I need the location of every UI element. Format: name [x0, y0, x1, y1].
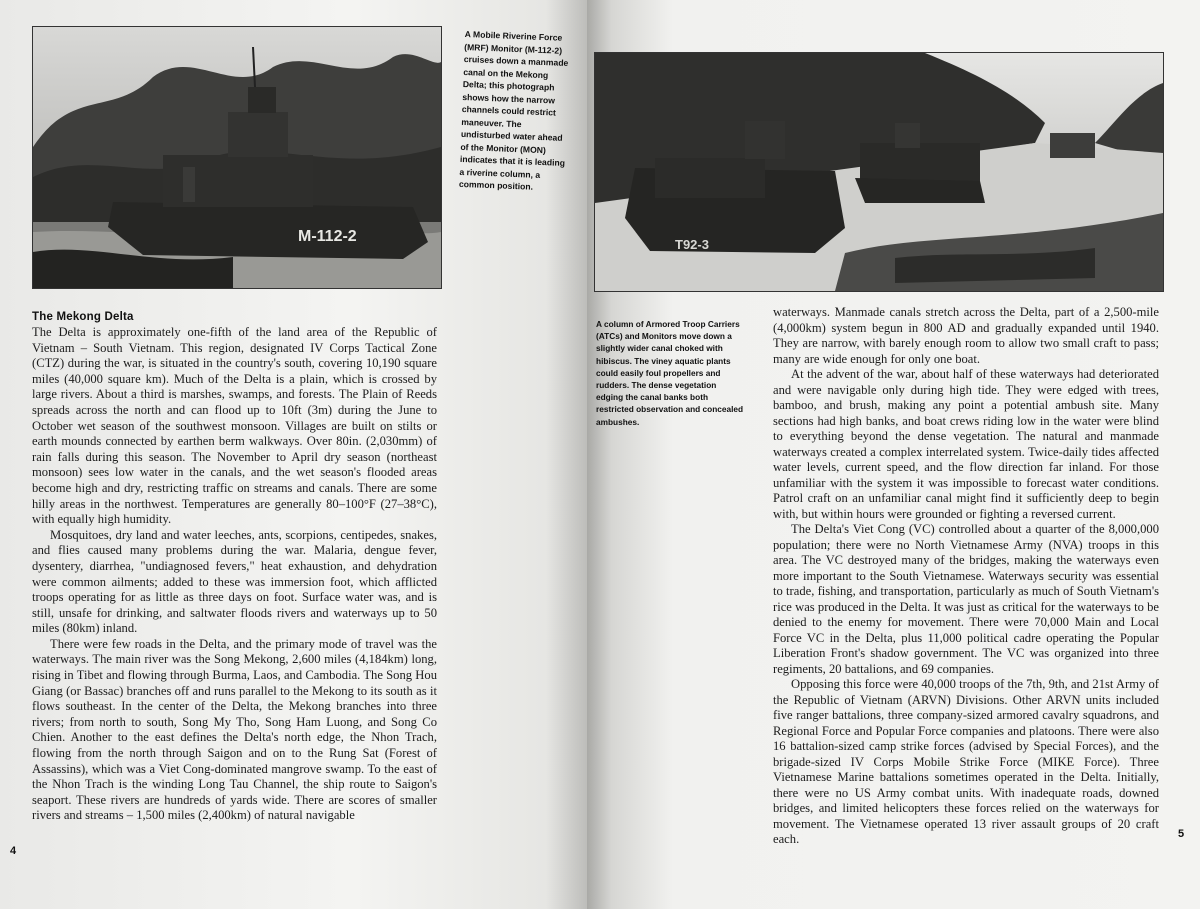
- monitor-photo: [32, 26, 442, 289]
- body-text-left: [32, 325, 437, 824]
- hull-marking: M-112-2: [298, 228, 357, 245]
- paragraph: waterways. Manmade canals stretch across the Delta, part of a 2,500-mile (4,000km) system begun in 800 AD and gradually expanded until 1940. They are narrow, with barely enough room to allow two small craft to pass; many are wide enough for only one boat.: [773, 305, 1159, 366]
- paragraph: There were few roads in the Delta, and the primary mode of travel was the waterways. The main river was the Song Mekong, 2,600 miles (4,184km) long, rising in Tibet and flowing through Burma, Laos, and Cambodia. The Song Hou Giang (or Bassac) branches off and runs parallel to the Mekong to its south as it flows southeast. In the center of the Delta, the Mekong branches into three rivers; from north to south, Song My Tho, Song Ham Luong, and Song Co Chien. Another to the east defines the Delta's north edge, the Nhon Trach, flowing from the north through Saigon and on to the Rung Sat (Forest of Assassins), which was a Viet Cong-dominated mangrove swamp. To the east of the Nhon Trach is the winding Long Tau Channel, the ship route to Saigon's seaport. These rivers are hundreds of yards wide. There are scores of smaller rivers and streams – 1,500 miles (2,400km) of natural navigable: [32, 636, 437, 823]
- atc-column-photo-image: [595, 53, 1163, 291]
- caption-text: A Mobile Riverine Force (MRF) Monitor (M-112-2) cruises down a manmade canal on the Mekong Delta; this photograph shows how the narrow channels could restrict maneuver. The undisturbed water ahead of the Monitor (MON) indicates that it is leading a riverine column, a common position.: [458, 28, 569, 192]
- boat-marking: T92-3: [675, 237, 709, 252]
- page-number: 5: [1178, 828, 1185, 840]
- body-text-right: [773, 305, 1159, 848]
- page-number: 4: [10, 845, 17, 857]
- paragraph: The Delta's Viet Cong (VC) controlled about a quarter of the 8,000,000 population; there were no North Vietnamese Army (NVA) troops in this area. The VC destroyed many of the bridges, making the waterways even more important to the South Vietnamese. Waterways security was essential to trade, fishing, and transportation, particularly as much of South Vietnam's rice was produced in the Delta. It was just as critical for the waterways to be denied to the enemy for movement. There were 70,000 Main and Local Force VC in the Delta, plus 11,000 political cadre operating the Popular Liberation Front's shadow government. The VC was organized into three regiments, 20 battalions, and 69 companies.: [773, 522, 1159, 676]
- caption-text: A column of Armored Troop Carriers (ATCs) and Monitors move down a slightly wider canal choked with hibiscus. The viney aquatic plants could easily foul propellers and rudders. The dense vegetation edging the canal banks both restricted observation and concealed ambushes.: [596, 319, 744, 427]
- monitor-photo-image: [33, 27, 441, 288]
- paragraph: Opposing this force were 40,000 troops of the 7th, 9th, and 21st Army of the Republic of Vietnam (ARVN) Divisions. Other ARVN units included five ranger battalions, three company-sized armored cavalry squadrons, and Regional Force and Popular Force companies and platoons. There were also 16 battalion-sized camp strike forces (advised by Special Forces), and the brigade-sized IV Corps Mobile Strike Force (MIKE Force). Three Vietnamese Marine battalions sometimes operated in the Delta. Initially, there were no US Army combat units. With inadequate roads, downed bridges, and limited helicopters these forces relied on the waterways for movement. The Vietnamese operated 13 river assault groups of 20 craft each.: [773, 677, 1159, 846]
- paragraph: Mosquitoes, dry land and water leeches, ants, scorpions, centipedes, snakes, and flies caused many problems during the war. Malaria, dengue fever, dysentery, diarrhea, "undiagnosed fevers," heat exhaustion, and dehydration were common ailments; added to these was immersion foot, which afflicted troops operating for as little as three days on foot. Surface water was, and is still, unsafe for drinking, and saltwater floods rivers and waterways up to 50 miles (80km) inland.: [32, 527, 437, 636]
- paragraph: At the advent of the war, about half of these waterways had deteriorated and were navigable only during high tide. They were edged with trees, bamboo, and brush, making any point a potential ambush site. Many sections had high banks, and boat crews riding low in the water were blind to everything beyond the dense vegetation. The natural and manmade waterways created a complex interrelated system. Twice-daily tides affected water levels, current speed, and the flow direction far inland. For those unfamiliar with the system it was impossible to forecast water conditions. Patrol craft on an unfamiliar canal might find it sufficiently deep to begin with, but within hours were grounded or fighting a reversed current.: [773, 367, 1159, 521]
- section-title: The Mekong Delta: [32, 311, 134, 323]
- atc-column-photo: [594, 52, 1164, 292]
- paragraph: The Delta is approximately one-fifth of the land area of the Republic of Vietnam – South Vietnam. This region, designated IV Corps Tactical Zone (CTZ) during the war, is situated in the country's south, covering 10,190 square miles (40,000 square km). Much of the Delta is a plain, which is crossed by large rivers. About a third is marshes, swamps, and forests. The Plain of Reeds spreads across the north and can flood up to 10ft (3m) during the June to October wet season of the southwest monsoon. Villages are built on stilts or earth mounds connected by earthen berm walkways. Over 80in. (2,030mm) of rain falls during this season. The November to April dry season (northeast monsoon) sees low water in the canals, and the wet season's flooded areas become high and dry, restricting traffic on streams and canals. There are some hilly areas in the northwest. Temperatures are generally 80–100°F (27–38°C), with equally high humidity.: [32, 325, 437, 527]
- left-page: [0, 0, 587, 909]
- photo-caption-left: [459, 28, 573, 195]
- right-page: [587, 0, 1200, 909]
- photo-caption-right: [596, 318, 744, 428]
